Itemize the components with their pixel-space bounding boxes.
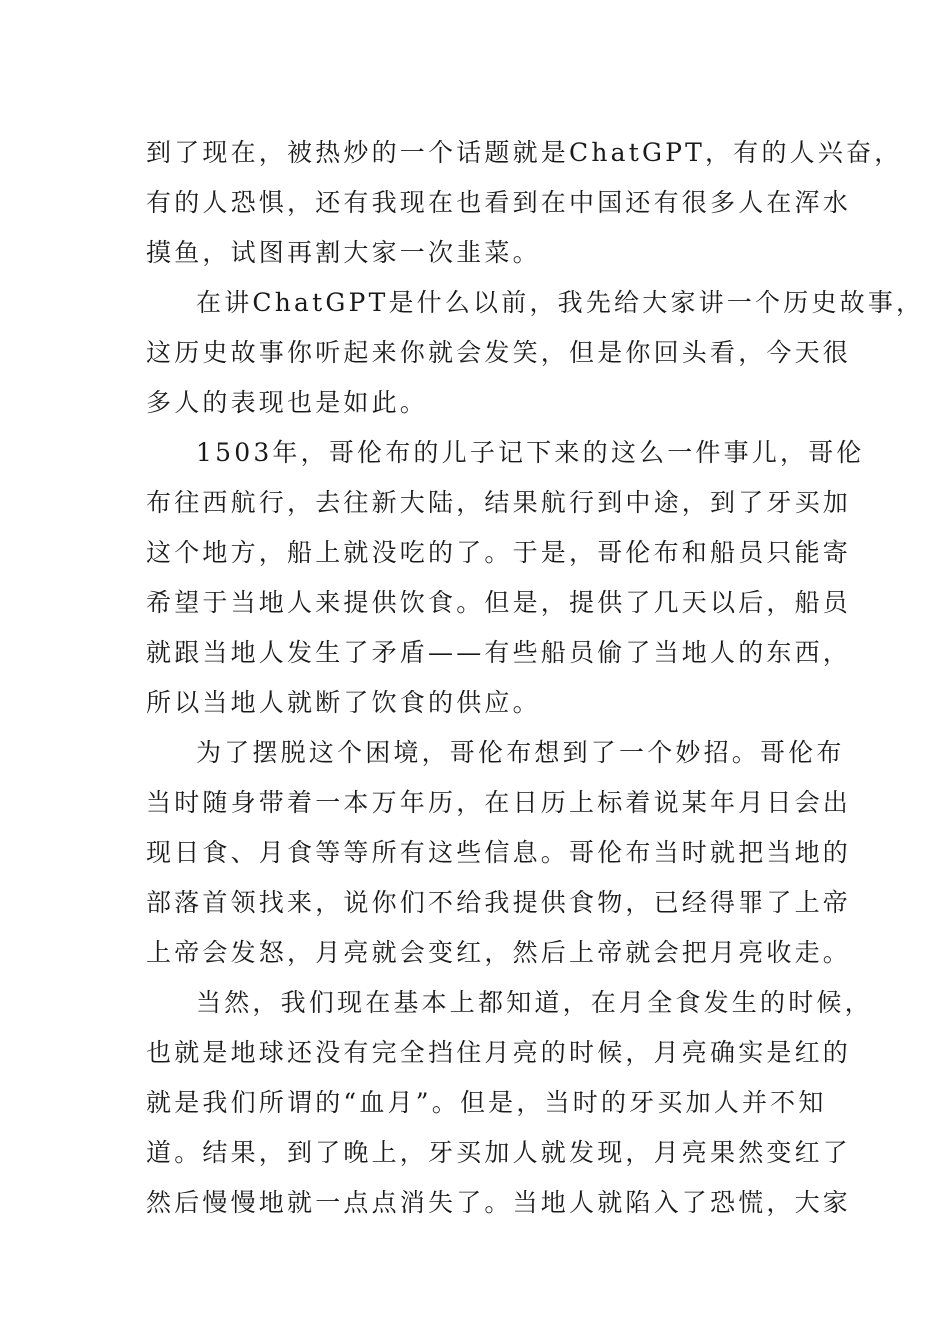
paragraph (146, 428, 865, 728)
text-line: 希望于当地人来提供饮食。但是，提供了几天以后，船员 (146, 588, 852, 617)
text-line: 现日食、月食等等所有这些信息。哥伦布当时就把当地的 (146, 838, 852, 867)
text-line: 当然，我们现在基本上都知道，在月全食发生的时候， (196, 988, 873, 1017)
text-line: 布往西航行，去往新大陆，结果航行到中途，到了牙买加 (146, 488, 852, 517)
text-line: 摸鱼，试图再割大家一次韭菜。 (146, 238, 541, 267)
paragraph (146, 728, 852, 978)
text-line: 1503年，哥伦布的儿子记下来的这么一件事儿，哥伦 (196, 438, 865, 467)
text-line: 所以当地人就断了饮食的供应。 (146, 688, 541, 717)
text-line: 这个地方，船上就没吃的了。于是，哥伦布和船员只能寄 (146, 538, 852, 567)
text-line: 为了摆脱这个困境，哥伦布想到了一个妙招。哥伦布 (196, 738, 845, 767)
paragraph (146, 278, 925, 428)
paragraph (146, 128, 903, 278)
text-line: 也就是地球还没有完全挡住月亮的时候，月亮确实是红的 (146, 1038, 852, 1067)
text-line: 上帝会发怒，月亮就会变红，然后上帝就会把月亮收走。 (146, 938, 852, 967)
text-line: 道。结果，到了晚上，牙买加人就发现，月亮果然变红了 (146, 1138, 852, 1167)
text-line: 在讲ChatGPT是什么以前，我先给大家讲一个历史故事， (196, 288, 925, 317)
document-body (146, 128, 925, 1228)
text-line: 当时随身带着一本万年历，在日历上标着说某年月日会出 (146, 788, 852, 817)
text-line: 部落首领找来，说你们不给我提供食物，已经得罪了上帝 (146, 888, 852, 917)
text-line: 然后慢慢地就一点点消失了。当地人就陷入了恐慌，大家 (146, 1188, 852, 1217)
text-line: 多人的表现也是如此。 (146, 388, 429, 417)
text-line: 就跟当地人发生了矛盾——有些船员偷了当地人的东西， (146, 638, 852, 667)
paragraph (146, 978, 873, 1228)
text-line: 有的人恐惧，还有我现在也看到在中国还有很多人在浑水 (146, 188, 852, 217)
text-line: 这历史故事你听起来你就会发笑，但是你回头看，今天很 (146, 338, 852, 367)
text-line: 就是我们所谓的“血月”。但是，当时的牙买加人并不知 (146, 1088, 827, 1117)
text-line: 到了现在，被热炒的一个话题就是ChatGPT，有的人兴奋， (146, 138, 903, 167)
